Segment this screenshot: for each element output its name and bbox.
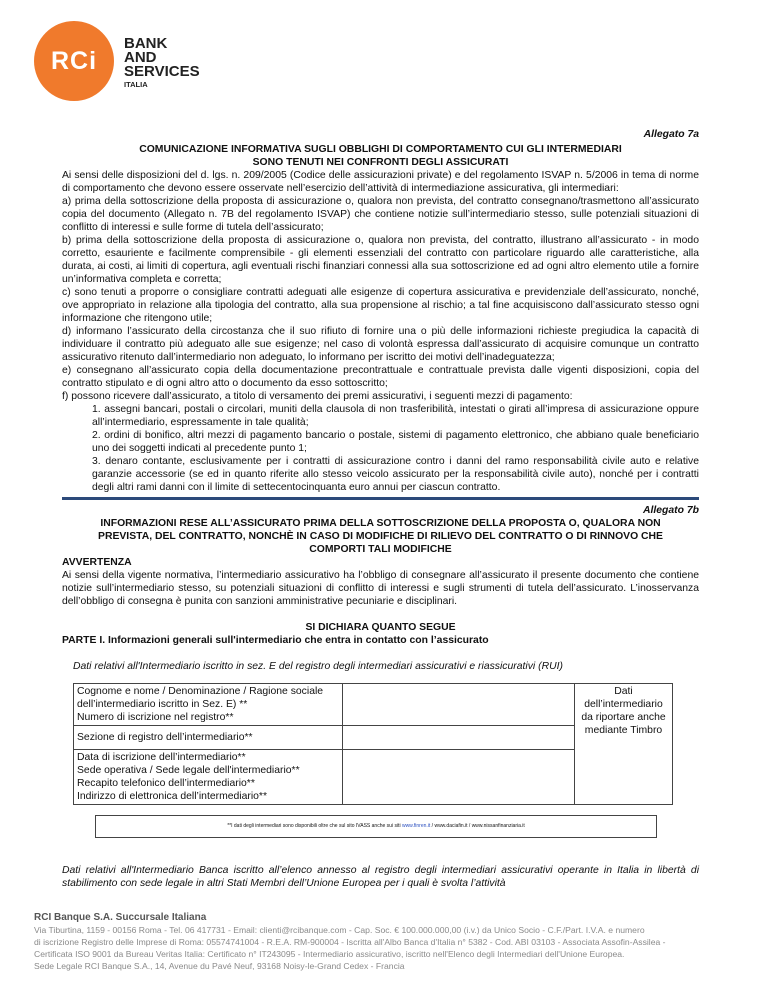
allegato-7a-label: Allegato 7a bbox=[643, 129, 699, 140]
logo-line: AND bbox=[124, 49, 157, 66]
footer-line: di iscrizione Registro delle Imprese di Roma: 05574741004 - R.E.A. RM-900004 - Iscritta all'Albo Banca d'Italia n° 5382 - Cod. ABI 03103 - Associata Assofin-Assilea - bbox=[34, 937, 666, 947]
obligation-item: d) informano l’assicurato della circostanza che il suo rifiuto di fornire una o più delle informazioni richieste pregiudica la capacità di individuare il contratto più adeguato alle sue esigenze; nel caso di volontà espressa dall’assicurato di acquisire comunque un contratto assicurativo ritenuto dall’intermediario non adeguato, lo informano per iscritto dei motivi dell’inadeguatezza; bbox=[62, 326, 699, 363]
obligation-item: c) sono tenuti a proporre o consigliare contratti adeguati alle esigenze di copertura assicurativa e previdenziale dell’assicurato, nonché, ove appropriato in relazione alla tipologia del contratto, alla sua propensione al rischio; a tal fine acquisiscono dall’assicurato stesso ogni informazione che ritengono utile; bbox=[62, 287, 699, 324]
table-label: Sezione di registro dell’intermediario** bbox=[77, 732, 253, 743]
allegato-7b-section bbox=[62, 504, 699, 890]
avvertenza-title: AVVERTENZA bbox=[62, 557, 132, 568]
intro-paragraph: Ai sensi delle disposizioni del d. lgs. n. 209/2005 (Codice delle assicurazioni private) e del regolamento ISVAP n. 5/2006 in tema di norme di comportamento che devono essere osservate nell’esercizio dell’attività di intermediazione assicurativa, gli intermediari: bbox=[62, 170, 699, 194]
rui-caption: Dati relativi all'Intermediario iscritto in sez. E del registro degli intermediari assicurativi e riassicurativi (RUI) bbox=[73, 661, 563, 672]
table-footnote bbox=[95, 815, 657, 838]
logo-line: BANK bbox=[124, 35, 168, 52]
allegato-7a-title-1: COMUNICAZIONE INFORMATIVA SUGLI OBBLIGHI DI COMPORTAMENTO CUI GLI INTERMEDIARI bbox=[139, 144, 622, 155]
rci-logo bbox=[34, 21, 214, 101]
payment-item: 2. ordini di bonifico, altri mezzi di pagamento bancario o postale, sistemi di pagamento elettronico, che abbiano quale beneficiario uno dei soggetti indicati al precedente punto 1; bbox=[92, 430, 699, 454]
footer-company: RCI Banque S.A. Succursale Italiana bbox=[34, 912, 207, 923]
declare-heading: SI DICHIARA QUANTO SEGUE bbox=[305, 622, 456, 633]
table-label: Data di iscrizione dell’intermediario** bbox=[77, 752, 246, 763]
logo-line: ITALIA bbox=[124, 80, 148, 89]
obligation-item: a) prima della sottoscrizione della proposta di assicurazione o, qualora non prevista, del contratto consegnano/trasmettono all’assicurato copia del documento (Allegato n. 7B del regolamento ISVAP) che contiene notizie sull’intermediario stesso, sulle potenziali situazioni di conflitto di interessi e sulle forme di tutela dell’assicurato; bbox=[62, 196, 699, 233]
payment-item: 3. denaro contante, esclusivamente per i contratti di assicurazione contro i danni del ramo responsabilità civile auto e relative garanzie accessorie (se ed in quanto riferite allo stesso veicolo assicurato per la responsabilità civile auto), nonché per i contratti degli altri rami danni con il limite di settecentocinquanta euro annui per ciascun contratto. bbox=[92, 456, 699, 493]
avvertenza-text: Ai sensi della vigente normativa, l’intermediario assicurativo ha l’obbligo di consegnare all’assicurato il presente documento che contiene notizie sull’intermediario stesso, su potenziali situazioni di conflitto di interessi e sugli strumenti di tutela dell’assicurato. L’inosservanza dell’obbligo di consegna è punita con sanzioni amministrative pecuniarie e disciplinari. bbox=[62, 570, 699, 607]
table-label-cell bbox=[74, 750, 343, 805]
allegato-7a-section bbox=[62, 128, 699, 494]
table-label: Indirizzo di elettronica dell’intermediario** bbox=[77, 791, 268, 802]
banca-caption: Dati relativi all'Intermediario Banca iscritto all’elenco annesso al registro degli intermediari assicurativi operante in Italia in libertà di stabilimento con sede legale in altri Stati Membri dell’Unione Europea per i quali è svolta l’attività bbox=[62, 865, 699, 889]
allegato-7b-label: Allegato 7b bbox=[642, 505, 699, 516]
logo-line: SERVICES bbox=[124, 63, 200, 80]
allegato-7a-title-2: SONO TENUTI NEI CONFRONTI DEGLI ASSICURATI bbox=[252, 157, 509, 168]
footer-line: Via Tiburtina, 1159 - 00156 Roma - Tel. 06 417731 - Email: clienti@rcibanque.com - Cap. Soc. € 100.000.000,00 (i.v.) da Unico Socio - C.F./Part. I.V.A. e numero bbox=[34, 925, 645, 935]
table-value-cell bbox=[343, 684, 575, 726]
logo-mark: RCi bbox=[34, 21, 114, 101]
stamp-cell bbox=[575, 684, 673, 805]
section-divider bbox=[62, 497, 699, 500]
table-value-cell bbox=[343, 750, 575, 805]
footnote-text: **I dati degli intermediari sono disponibili oltre che sul sito IVASS anche sui siti bbox=[227, 823, 402, 829]
table-label: Cognome e nome / Denominazione / Ragione sociale dell’intermediario iscritto in Sez. E) ** bbox=[77, 686, 324, 710]
finren-link[interactable]: www.finren.it bbox=[401, 823, 431, 829]
page-footer bbox=[34, 912, 734, 972]
footer-line: Sede Legale RCI Banque S.A., 14, Avenue du Pavé Neuf, 93168 Noisy-le-Grand Cedex - Francia bbox=[34, 961, 405, 971]
allegato-7b-title: INFORMAZIONI RESE ALL’ASSICURATO PRIMA DELLA SOTTOSCRIZIONE DELLA PROPOSTA O, QUALORA NON PREVISTA, DEL CONTRATTO, NONCHÈ IN CASO DI MODIFICHE DI RILIEVO DEL CONTRATTO O DI RINNOVO CHE COMPORTI TALI MODIFICHE bbox=[98, 518, 663, 555]
table-value-cell bbox=[343, 726, 575, 750]
intermediary-data-table bbox=[73, 683, 673, 805]
footer-line: Certificata ISO 9001 da Bureau Veritas Italia: Certificato n° IT243095 - Intermediario assicurativo, iscritto nell'Elenco degli Intermediari dell'Unione Europea. bbox=[34, 949, 625, 959]
obligation-item: b) prima della sottoscrizione della proposta di assicurazione o, qualora non prevista, del contratto, illustrano all’assicurato - in modo corretto, esauriente e facilmente comprensibile - gli elementi essenziali del contratto con particolare riguardo alle caratteristiche, alla durata, ai costi, ai limiti di copertura, agli eventuali rischi finanziari connessi alla sua sottoscrizione ed ad ogni altro elemento utile a fornire un’informativa completa e corretta; bbox=[62, 235, 699, 285]
table-label: Recapito telefonico dell’intermediario** bbox=[77, 778, 255, 789]
table-label-cell bbox=[74, 726, 343, 750]
stamp-label: Dati dell’intermediario da riportare anche mediante Timbro bbox=[581, 686, 666, 736]
footnote-sites: / www.daciafin.it / www.nissanfinanziaria.it bbox=[430, 823, 525, 829]
table-label: Sede operativa / Sede legale dell'intermediario** bbox=[77, 765, 300, 776]
payment-item: 1. assegni bancari, postali o circolari, muniti della clausola di non trasferibilità, intestati o girati all’impresa di assicurazione oppure all’intermediario, espressamente in tale qualità; bbox=[92, 404, 699, 428]
logo-wordmark bbox=[124, 37, 200, 91]
obligation-item: e) consegnano all’assicurato copia della documentazione precontrattuale e contrattuale prevista dalle vigenti disposizioni, copia del contratto stipulato e di ogni altro atto o documento da esso sottoscritto; bbox=[62, 365, 699, 389]
table-label-cell bbox=[74, 684, 343, 726]
part-1-heading: PARTE I. Informazioni generali sull'intermediario che entra in contatto con l’assicurato bbox=[62, 635, 489, 646]
obligation-item: f) possono ricevere dall’assicurato, a titolo di versamento dei premi assicurativi, i seguenti mezzi di pagamento: bbox=[62, 391, 573, 402]
table-label: Numero di iscrizione nel registro** bbox=[77, 712, 234, 723]
